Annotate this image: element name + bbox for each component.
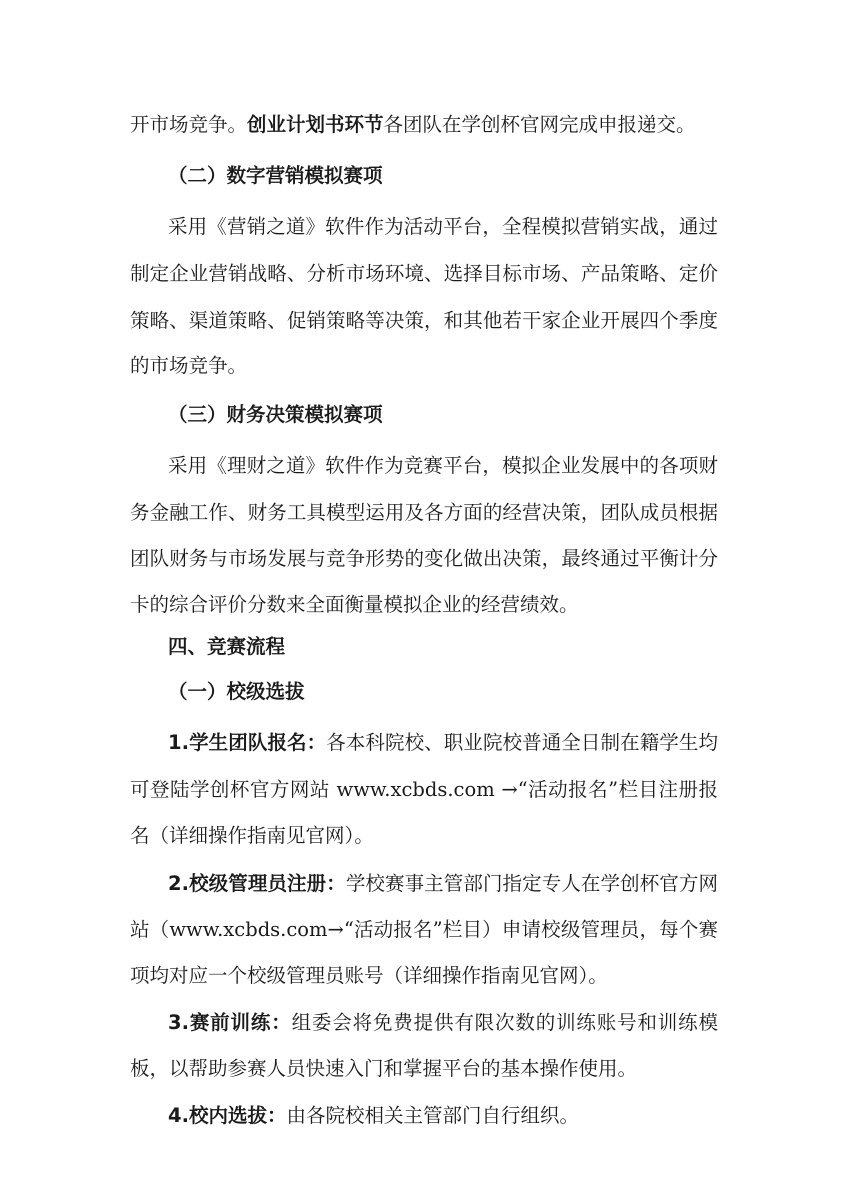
paragraph-line: 制定企业营销战略、分析市场环境、选择目标市场、产品策略、定价: [130, 262, 718, 285]
paragraph-line: 采用《理财之道》软件作为竞赛平台，模拟企业发展中的各项财: [168, 454, 718, 477]
section-heading-financial-decision: （三）财务决策模拟赛项: [168, 403, 383, 426]
item-text: 由各院校相关主管部门自行组织。: [286, 1104, 579, 1127]
item-label: 3.赛前训练：: [168, 1011, 292, 1034]
list-item-line: 站（www.xcbds.com→“活动报名”栏目）申请校级管理员，每个赛: [130, 918, 718, 941]
list-item-line: 可登陆学创杯官方网站 www.xcbds.com →“活动报名”栏目注册报: [130, 778, 718, 801]
item-text: 各本科院校、职业院校普通全日制在籍学生均: [326, 731, 718, 754]
section-heading-digital-marketing: （二）数字营销模拟赛项: [168, 164, 383, 187]
list-item-line: [168, 728, 718, 758]
item-label: 1.学生团队报名：: [168, 731, 327, 754]
list-item-line: [168, 1101, 579, 1131]
paragraph-line: 卡的综合评价分数来全面衡量模拟企业的经营绩效。: [130, 593, 579, 616]
subsection-heading-school-selection: （一）校级选拔: [168, 680, 305, 703]
item-text: 组委会将免费提供有限次数的训练账号和训练模: [291, 1011, 718, 1034]
item-text: 学校赛事主管部门指定专人在学创杯官方网: [345, 872, 718, 895]
bold-phrase: 创业计划书环节: [247, 113, 384, 136]
paragraph-line: 采用《营销之道》软件作为活动平台，全程模拟营销实战，通过: [168, 215, 718, 238]
list-item-line: [168, 869, 718, 899]
paragraph-line: [130, 110, 696, 140]
section-heading-competition-process: 四、竞赛流程: [168, 635, 286, 658]
paragraph-line: 策略、渠道策略、促销策略等决策，和其他若干家企业开展四个季度: [130, 309, 718, 332]
list-item-line: 名（详细操作指南见官网）。: [130, 824, 374, 847]
item-label: 2.校级管理员注册：: [168, 872, 346, 895]
body-text: 开市场竞争。: [130, 113, 248, 136]
body-text: 各团队在学创杯官网完成申报递交。: [383, 113, 696, 136]
paragraph-line: 的市场竞争。: [130, 354, 248, 377]
item-label: 4.校内选拔：: [168, 1104, 287, 1127]
paragraph-line: 团队财务与市场发展与竞争形势的变化做出决策，最终通过平衡计分: [130, 547, 718, 570]
list-item-line: 项均对应一个校级管理员账号（详细操作指南见官网）。: [130, 964, 608, 987]
list-item-line: 板，以帮助参赛人员快速入门和掌握平台的基本操作使用。: [130, 1057, 638, 1080]
list-item-line: [168, 1008, 718, 1038]
paragraph-line: 务金融工作、财务工具模型运用及各方面的经营决策，团队成员根据: [130, 501, 718, 524]
